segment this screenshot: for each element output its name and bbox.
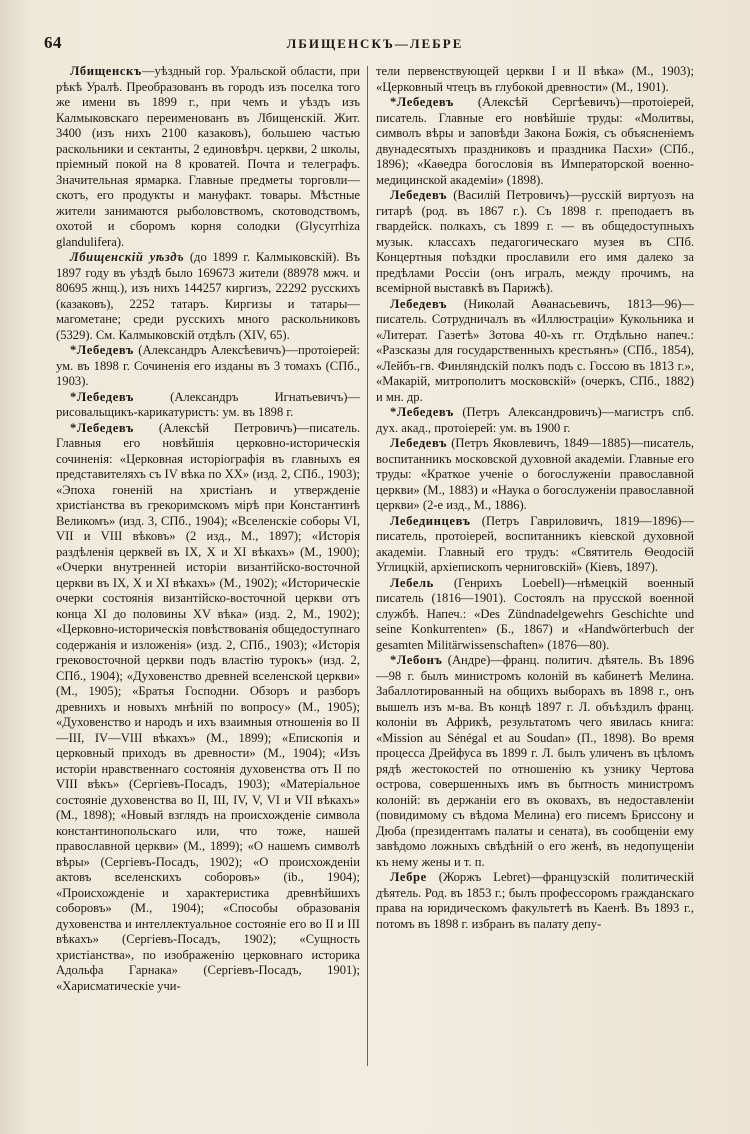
dictionary-entry bbox=[56, 390, 360, 421]
entry-headword: Лебель bbox=[390, 575, 434, 590]
entry-text: (Генрихъ Loebell)—нѣмецкій военный писатель (1816—1901). Состоялъ на прусской военной службѣ. Напеч.: «Des Zündnadelgewehrs Geschichte und seine Konkurrenten» (Б., 1867) и «Handwörterbuch der gesamten Militärwissenschaften» (1876—80). bbox=[376, 575, 694, 652]
entry-headword: *Лебедевъ bbox=[70, 343, 134, 357]
dictionary-entry bbox=[56, 250, 360, 343]
entry-text: (Алексѣй Сергѣевичъ)—протоіерей, писатель. Главные его новѣйшіе труды: «Молитвы, символъ вѣры и заповѣди Закона Божія, съ объясненіемъ двунадесятыхъ праздниковъ и праздника Пасхи» (СПб., 1896); «Каѳедра богословія въ Императорской военно-медицинской академіи» (1898). bbox=[376, 95, 694, 187]
entry-text: (Петръ Гавриловичъ, 1819—1896)—писатель, протоіерей, воспитанникъ кіевской духовной академіи. Главный его трудъ: «Святитель Ѳеодосій Углицкій, архіепископъ черниговскій» (Кіевъ, 1897). bbox=[376, 513, 694, 574]
dictionary-entry bbox=[376, 64, 694, 95]
dictionary-entry bbox=[376, 188, 694, 297]
entry-text: (Александръ Алексѣевичъ)—протоіерей: ум. въ 1898 г. Сочиненія его изданы въ 3 томахъ (СПб., 1903). bbox=[56, 343, 360, 388]
page-number: 64 bbox=[44, 33, 62, 52]
entry-text: (Жоржъ Lebret)—французскій политическій дѣятель. Род. въ 1853 г.; былъ профессоромъ гражданскаго права на юридическомъ факультетѣ въ Каенѣ. Въ 1893 г., потомъ въ 1898 г. избранъ въ палату депу- bbox=[376, 870, 694, 931]
entry-text: (Николай Аѳанасьевичъ, 1813—96)—писатель. Сотрудничалъ въ «Иллюстраціи» Кукольника и «Литерат. Газетѣ» Зотова 40-хъ гг. Отдѣльно напеч.: «Разсказы для государственныхъ крестьянъ» (СПб., 1854), «Лейбъ-гв. Финляндскій полкъ подъ с. Госсою въ 1813 г.», «Макарій, митрополитъ московскій» (очеркъ, СПб., 1882) и мн. др. bbox=[376, 296, 694, 404]
dictionary-entry bbox=[56, 421, 360, 995]
entry-text: (Алексѣй Петровичъ)—писатель. Главныя его новѣйшія церковно-историческія сочиненія: «Церковная исторіографія въ главныхъ ея представителяхъ съ IV вѣка по XX» (изд. 2, СПб., 1903); «Эпоха гоненій на христіанъ и утвержденіе христіанства въ грекоримскомъ мірѣ при Константинѣ Великомъ» (изд. 3, СПб., 1904); «Вселенскіе соборы VI, VII и VIII вѣковъ» (2 изд., М., 1897); «Исторія раздѣленія церквей въ IX, X и XI вѣкахъ» (М., 1900); «Очерки внутренней исторіи византійско-восточной церкви въ IX, X и XI вѣкахъ» (М., 1902); «Историческіе очерки состоянія византійско-восточной церкви отъ конца XI до половины XV вѣка» (изд. 2, М., 1902); «Церковно-историческія повѣствованія общедоступнаго содержанія и изложенія» (изд. 2, СПб., 1903); «Исторія грековосточной церкви подъ властію турокъ» (изд. 2, СПб., 1904); «Духовенство древней вселенской церкви» (М., 1905); «Братья Господни. Обзоръ и разборъ древнихъ и новыхъ мнѣній по вопросу» (М., 1905); «Духовенство и народъ и ихъ взаимныя отношенія во II—III, IV—VIII вѣкахъ» (М., 1899); «Епископія и церковный приходъ въ древности» (М., 1904); «Изъ исторіи нравственнаго состоянія духовенства отъ II по VIII вѣкъ» (Сергіевъ-Посадъ, 1903); «Матеріальное состояніе духовенства во II, III, IV, V, VI и VII вѣкахъ» (М., 1898); «Новый взглядъ на происхожденіе символа константинопольскаго или, что тоже, нашей православной церкви» (М., 1899); «О нашемъ символѣ вѣры» (Сергіевъ-Посадъ, 1902); «О происхожденіи актовъ вселенскихъ соборовъ» (ib., 1904); «Происхожденіе и характеристика древнѣйшихъ соборовъ» (М., 1904); «Способы образованія духовенства и интеллектуальное состояніе его во II и III вѣкахъ» (Сергіевъ-Посадъ, 1902); «Сущность христіанства», по изображенію церковнаго историка Адольфа Гарнака» (Сергіевъ-Посадъ, 1901); «Харисматическіе учи- bbox=[56, 420, 360, 993]
column-divider bbox=[367, 66, 368, 1066]
entry-text: (Петръ Александровичъ)—магистръ спб. дух. акад., протоіерей: ум. въ 1900 г. bbox=[376, 405, 694, 435]
dictionary-entry bbox=[376, 436, 694, 514]
entry-headword: *Лебедевъ bbox=[390, 95, 454, 109]
entry-headword: *Лебедевъ bbox=[390, 405, 454, 419]
dictionary-entry bbox=[376, 576, 694, 654]
dictionary-entry bbox=[376, 95, 694, 188]
entry-text: (Василій Петровичъ)—русскій виртуозъ на гитарѣ (род. въ 1867 г.). Съ 1898 г. преподаетъ въ гвардейск. полкахъ, съ 1899 г. — въ общедоступныхъ музык. классахъ педагогическаго музея въ СПб. Концертныя поѣздки прославили его имя далеко за предѣлами Россіи (онъ игралъ, между прочимъ, на всемірной выставкѣ въ Парижѣ). bbox=[376, 188, 694, 295]
dictionary-entry bbox=[56, 64, 360, 250]
entry-headword: Лбищенскій уѣздъ bbox=[70, 250, 185, 264]
entry-text: тели первенствующей церкви I и II вѣка» (М., 1903); «Церковный чтецъ въ глубокой древности» (М., 1901). bbox=[376, 64, 694, 94]
entry-headword: Лебедевъ bbox=[390, 436, 448, 450]
left-column bbox=[56, 64, 360, 1074]
dictionary-entry bbox=[56, 343, 360, 390]
entry-text: (до 1899 г. Калмыковскій). Въ 1897 году въ уѣздѣ было 169673 жители (88978 мжч. и 80695 жнщ.), изъ нихъ 144257 киргизъ, 22292 русскихъ (казаковъ), 2252 татаръ. Киргизы и татары—магометане; среди русскихъ много раскольниковъ (5329). См. Калмыковскій отдѣлъ (XIV, 65). bbox=[56, 250, 360, 342]
entry-text: (Александръ Игнатьевичъ)—рисовальщикъ-карикатуристъ: ум. въ 1898 г. bbox=[56, 389, 360, 419]
dictionary-entry bbox=[376, 405, 694, 436]
entry-headword: Лебедевъ bbox=[390, 188, 448, 202]
entry-text: (Андре)—франц. политич. дѣятель. Въ 1896—98 г. былъ министромъ колоній въ кабинетѣ Мелина. Забаллотированный на общихъ выборахъ въ 1898 г., онъ вышелъ изъ м-ва. Въ концѣ 1897 г. Л. объѣздилъ франц. колоніи въ Африкѣ, результатомъ чего явилась книга: «Mission au Sénégal et au Soudan» (П., 1898). Во время процесса Дрейфуса въ 1899 г. Л. былъ уличенъ въ цѣломъ рядѣ жестокостей по отношенію къ узнику Чертова острова, совершенныхъ имъ въ бытность министромъ колоній: въ держаніи его въ оковахъ, въ недоставленіи (повидимому съ вѣдома Мелина) его писемъ Бриссону и Дюба (президентамъ палаты и сената), въ сообщеніи ему завѣдомо ложныхъ свѣдѣній о его женѣ, въ недопущеніи къ нему жены и т. п. bbox=[376, 653, 694, 869]
entry-headword: *Лебедевъ bbox=[70, 420, 134, 435]
dictionary-entry bbox=[376, 514, 694, 576]
entry-headword: *Лебедевъ bbox=[70, 389, 134, 404]
entry-text: (Петръ Яковлевичъ, 1849—1885)—писатель, воспитанникъ московской духовной академіи. Главные его труды: «Краткое ученіе о богослуженіи православной церкви» (М., 1883) и «Наука о богослуженіи православной церкви» (2-е изд., М., 1886). bbox=[376, 436, 694, 512]
entry-headword: Лебре bbox=[390, 870, 427, 884]
entry-text: —уѣздный гор. Уральской области, при рѣкѣ Уралѣ. Преобразованъ въ городъ изъ поселка того же имени въ 1899 г., при чемъ и уѣздъ изъ Калмыковскаго переименованъ въ Лбищенскій. Жит. 3400 (изъ нихъ 2100 казаковъ), большею частью раскольники и сектанты, 2 единовѣрч. церкви, 2 школы, пріемный покой на 8 кроватей. Почта и телеграфъ. Значительная ярмарка. Главные предметы торговли—скотъ, его продукты и мануфакт. товары. Мѣстные жители занимаются рыболовствомъ, скотоводствомъ, охотой и сборомъ корня солодки (Glycyrrhiza glandulifera). bbox=[56, 64, 360, 249]
dictionary-entry bbox=[376, 653, 694, 870]
entry-headword: Лбищенскъ bbox=[70, 64, 142, 78]
entry-headword: Лебедевъ bbox=[390, 296, 448, 311]
running-title: ЛБИЩЕНСКЪ—ЛЕБРЕ bbox=[286, 36, 464, 51]
right-column bbox=[376, 64, 694, 1074]
entry-headword: Лебединцевъ bbox=[390, 513, 471, 528]
dictionary-entry bbox=[376, 297, 694, 406]
dictionary-entry bbox=[376, 870, 694, 932]
entry-headword: *Лебонъ bbox=[390, 653, 443, 667]
